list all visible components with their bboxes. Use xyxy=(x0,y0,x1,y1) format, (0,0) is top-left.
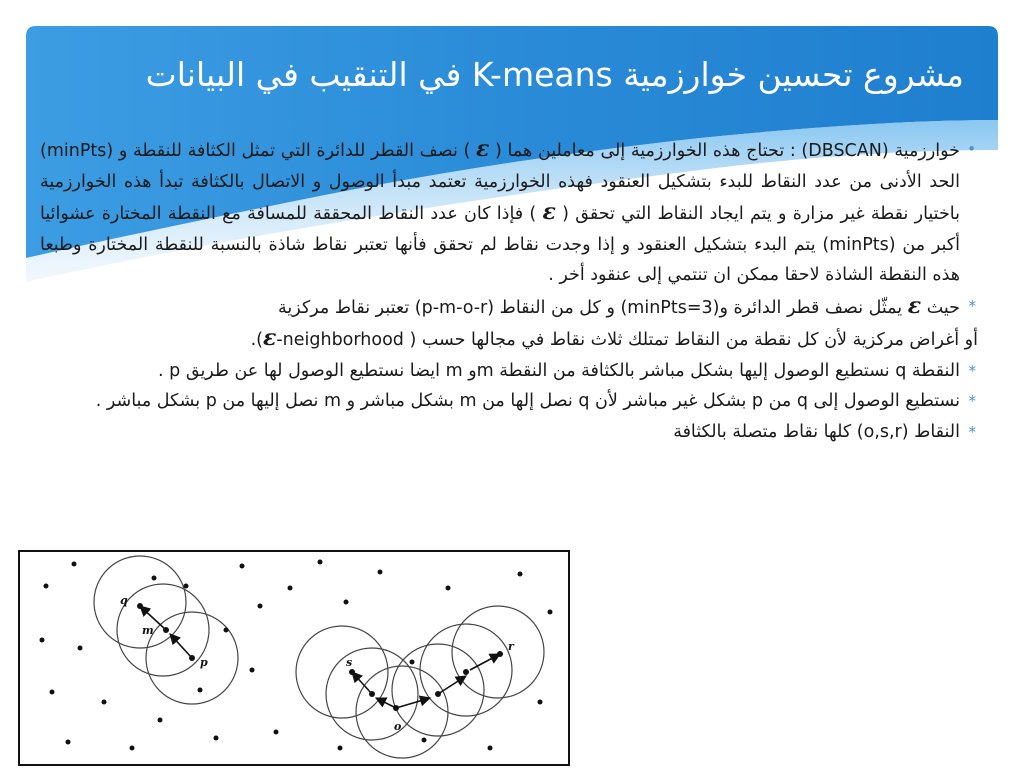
paragraph-dbscan xyxy=(40,134,976,291)
point-c xyxy=(463,669,469,675)
point xyxy=(224,628,229,633)
point-s xyxy=(349,669,355,675)
point xyxy=(518,572,523,577)
neighborhood-circle-o xyxy=(356,666,448,758)
neighborhood-circle-left xyxy=(296,626,388,718)
paragraph-indirect xyxy=(40,386,976,417)
slide-title: مشروع تحسين خوارزمية K-means في التنقيب في البيانات xyxy=(145,55,964,94)
point xyxy=(446,586,451,591)
bullet-icon: * xyxy=(968,296,976,315)
point xyxy=(250,668,255,673)
paragraph-connected xyxy=(450,417,976,448)
point xyxy=(198,688,203,693)
point-a xyxy=(369,691,375,697)
point-o xyxy=(393,705,399,711)
point xyxy=(152,576,157,581)
epsilon-symbol: ε xyxy=(476,136,490,162)
paragraph-where xyxy=(40,291,976,324)
point xyxy=(40,638,45,643)
dbscan-figure xyxy=(18,550,570,766)
point-p xyxy=(189,655,195,661)
point xyxy=(344,600,349,605)
label-q: q xyxy=(120,594,128,607)
epsilon-symbol: ε xyxy=(907,292,922,319)
neighborhood-circle-mid xyxy=(392,644,484,736)
point xyxy=(548,610,553,615)
point xyxy=(338,746,343,751)
p1-part-a: خوارزمية (DBSCAN) : تحتاج هذه الخوارزمية إلى معاملين هما ( xyxy=(495,141,960,161)
point-m xyxy=(163,627,169,633)
point xyxy=(422,738,427,743)
bullet-icon: * xyxy=(968,422,976,441)
neighborhood-circle-q xyxy=(94,556,186,648)
point xyxy=(44,584,49,589)
label-s: s xyxy=(346,656,353,669)
p1-part-c: ) فإذا كان عدد النقاط المحققة للمسافة مع النقطة المختارة عشوائيا أكبر من (minPts) يتم البدء بتشكيل العنقود و إذا وجدت نقاط لم تحقق فأنها تعتبر نقاط شاذة بالنسبة للنقطة المختارة وطبعا هذه النقطة الشاذة لاحقا ممكن ان تنتمي إلى عنقود أخر . xyxy=(40,204,960,285)
point xyxy=(410,660,415,665)
p2cont-part-a: أو أغراض مركزية لأن كل نقطة من النقاط تمتلك ثلاث نقاط في مجالها حسب ( xyxy=(409,330,978,350)
p2cont-part-b: -neighborhood). xyxy=(250,330,404,350)
arrow-3 xyxy=(396,698,430,708)
paragraph-where-continued xyxy=(34,323,978,356)
point xyxy=(158,718,163,723)
p3-text: النقطة q نستطيع الوصول إليها بشكل مباشر بالكثافة من النقطة mو m ايضا نستطيع الوصول لها عن طريق p . xyxy=(158,360,960,381)
point xyxy=(184,584,189,589)
point-r xyxy=(497,651,503,657)
p2-part-b: يمثّل نصف قطر الدائرة و(minPts=3) و كل من النقاط (p-m-o-r) تعتبر نقاط مركزية xyxy=(278,297,903,318)
point xyxy=(538,700,543,705)
arrow-p-m xyxy=(170,634,192,658)
point xyxy=(66,740,71,745)
label-m: m xyxy=(142,624,154,637)
p5-text: النقاط (o,s,r) كلها نقاط متصلة بالكثافة xyxy=(673,421,960,442)
bullet-icon: * xyxy=(968,392,976,410)
epsilon-symbol: ε xyxy=(542,199,556,225)
arrow-1 xyxy=(352,672,372,694)
point xyxy=(288,586,293,591)
epsilon-symbol: ε xyxy=(262,325,277,351)
point xyxy=(258,604,263,609)
bullet-icon: * xyxy=(968,361,976,380)
p4-text: نستطيع الوصول إلى q من p بشكل غير مباشر لأن q نصل إلها من m بشكل مباشر و m نصل إليها من p بشكل مباشر . xyxy=(95,391,960,411)
label-p: p xyxy=(200,656,208,669)
point xyxy=(274,730,279,735)
point-q xyxy=(137,603,143,609)
point xyxy=(78,646,83,651)
arrow-4 xyxy=(438,676,466,694)
label-r: r xyxy=(508,640,514,653)
slide-body xyxy=(40,134,978,447)
point xyxy=(50,690,55,695)
dbscan-diagram xyxy=(20,552,568,764)
p1-part-b: ) نصف القطر للدائرة التي تمثل الكثافة للنقطة و (minPts) الحد الأدنى من عدد النقاط للبدء بتشكيل العنقود فهذه الخوارزمية تعتمد مبدأ الوصول و الاتصال بالكثافة تبدأ هذه الخوارزمية باختيار نقطة غير مزارة و يتم ايجاد النقاط التي تحقق ( xyxy=(40,141,960,224)
point xyxy=(488,746,493,751)
point xyxy=(214,736,219,741)
point xyxy=(130,746,135,751)
point xyxy=(240,564,245,569)
p2-part-a: حيث xyxy=(926,297,960,318)
bullet-icon: • xyxy=(967,140,976,158)
point xyxy=(72,562,77,567)
point xyxy=(102,700,107,705)
point xyxy=(378,570,383,575)
point-b xyxy=(435,691,441,697)
paragraph-q-reachable xyxy=(40,356,976,387)
point xyxy=(318,560,323,565)
label-o: o xyxy=(394,720,402,733)
